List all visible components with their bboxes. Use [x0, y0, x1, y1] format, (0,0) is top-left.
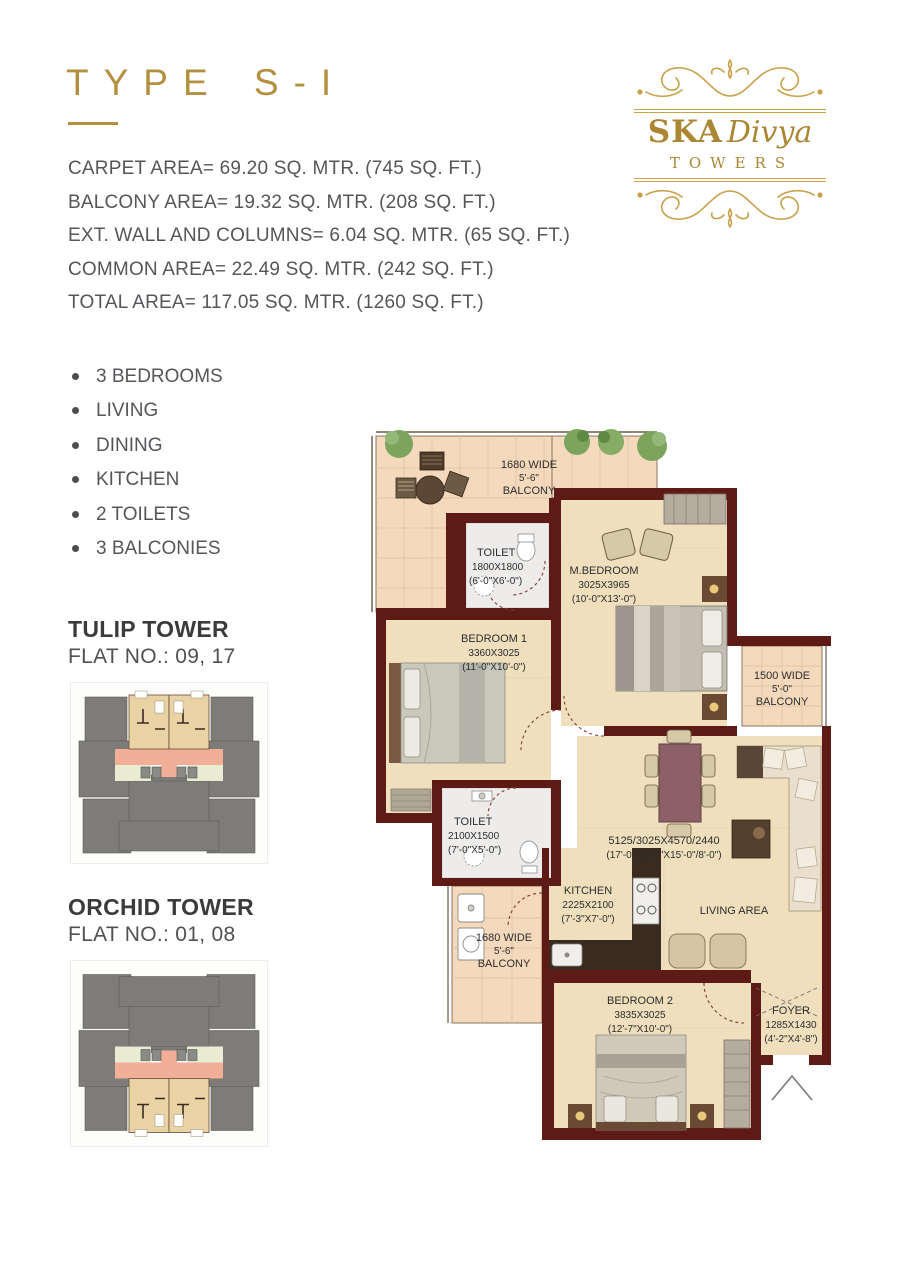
svg-text:(12'-7"X10'-0"): (12'-7"X10'-0") — [607, 1024, 673, 1035]
label-bedroom-1: BEDROOM 1 — [460, 633, 528, 645]
label-balcony-right: 1500 WIDE — [753, 670, 811, 682]
dresser — [391, 789, 431, 811]
logo-brand-bold: SKA — [647, 114, 723, 150]
tulip-tower-flats: FLAT NO.: 09, 17 — [68, 645, 236, 668]
area-spec-extwall: EXT. WALL AND COLUMNS= 6.04 SQ. MTR. (65 SQ. FT.) — [68, 225, 570, 246]
wardrobe — [664, 494, 726, 524]
label-kitchen: KITCHEN — [563, 885, 613, 897]
logo-flourish-top-icon — [628, 50, 832, 102]
tulip-tower-heading: TULIP TOWER — [68, 616, 229, 642]
orchid-tower-heading: ORCHID TOWER — [68, 894, 254, 920]
svg-text:5'-6": 5'-6" — [494, 946, 514, 957]
svg-text:5'-6": 5'-6" — [519, 473, 539, 484]
svg-text:3835X3025: 3835X3025 — [614, 1010, 666, 1021]
area-spec-balcony: BALCONY AREA= 19.32 SQ. MTR. (208 SQ. FT.) — [68, 191, 496, 213]
svg-text:BALCONY: BALCONY — [755, 696, 809, 708]
bedroom1-bed — [389, 663, 505, 763]
svg-text:(7'-3"X7'-0"): (7'-3"X7'-0") — [561, 914, 615, 925]
label-balcony-top: 1680 WIDE — [500, 459, 558, 471]
svg-text:(10'-0"X13'-0"): (10'-0"X13'-0") — [571, 594, 637, 605]
svg-text:1285X1430: 1285X1430 — [765, 1020, 817, 1031]
master-bed — [616, 606, 727, 691]
orchid-tower-flats: FLAT NO.: 01, 08 — [68, 923, 236, 946]
bedroom2-bed — [596, 1035, 686, 1130]
svg-text:BALCONY: BALCONY — [477, 958, 531, 970]
svg-text:2225X2100: 2225X2100 — [562, 900, 614, 911]
feature-toilets: 2 TOILETS — [68, 498, 223, 532]
side-table — [732, 820, 770, 858]
logo-rule — [634, 181, 826, 182]
label-toilet-1: TOILET — [477, 547, 516, 559]
svg-text:5'-0": 5'-0" — [772, 684, 792, 695]
logo-rule — [634, 178, 826, 179]
svg-text:3360X3025: 3360X3025 — [468, 648, 520, 659]
entry-arrow-icon — [772, 1076, 812, 1100]
label-master-bedroom: M.BEDROOM — [569, 565, 639, 577]
logo-brand-sub: TOWERS — [669, 154, 795, 172]
svg-text:(11'-0"X10'-0"): (11'-0"X10'-0") — [462, 662, 526, 673]
label-balcony-mid: 1680 WIDE — [475, 932, 533, 944]
label-toilet-2: TOILET — [454, 816, 493, 828]
tulip-keyplan-thumbnail — [70, 682, 268, 864]
logo-brand-script: Divya — [726, 115, 813, 150]
svg-text:(4'-2"X4'-8"): (4'-2"X4'-8") — [764, 1034, 818, 1045]
feature-bedrooms: 3 BEDROOMS — [68, 360, 223, 394]
feature-kitchen: KITCHEN — [68, 463, 223, 497]
feature-list — [68, 360, 223, 566]
label-living-dims: 5125/3025X4570/2440 — [608, 835, 720, 847]
label-living-area: LIVING AREA — [699, 905, 769, 917]
logo-rule — [634, 109, 826, 110]
label-foyer: FOYER — [772, 1005, 810, 1017]
brand-logo — [628, 50, 832, 243]
title-underline — [68, 122, 118, 125]
feature-living: LIVING — [68, 394, 223, 428]
svg-text:(6'-0"X6'-0"): (6'-0"X6'-0") — [469, 576, 523, 587]
svg-text:(17'-0"/10'-0"X15'-0"/8'-0"): (17'-0"/10'-0"X15'-0"/8'-0") — [606, 850, 722, 861]
feature-dining: DINING — [68, 429, 223, 463]
logo-rule — [634, 112, 826, 113]
svg-text:1800X1800: 1800X1800 — [472, 562, 524, 573]
orchid-keyplan-thumbnail — [70, 960, 268, 1147]
area-spec-list — [68, 152, 570, 320]
svg-text:3025X3965: 3025X3965 — [578, 580, 630, 591]
svg-text:(7'-0"X5'-0"): (7'-0"X5'-0") — [448, 845, 502, 856]
label-bedroom-2: BEDROOM 2 — [606, 995, 674, 1007]
feature-balconies: 3 BALCONIES — [68, 532, 223, 566]
svg-text:2100X1500: 2100X1500 — [448, 831, 500, 842]
area-spec-carpet: CARPET AREA= 69.20 SQ. MTR. (745 SQ. FT.) — [68, 158, 482, 179]
svg-text:BALCONY: BALCONY — [502, 485, 556, 497]
page-title: TYPE S-I — [66, 62, 347, 103]
area-spec-total: TOTAL AREA= 117.05 SQ. MTR. (1260 SQ. FT.) — [68, 292, 484, 313]
floorplan — [364, 428, 864, 1163]
logo-flourish-bottom-icon — [628, 184, 832, 238]
wardrobe — [724, 1040, 750, 1128]
area-spec-common: COMMON AREA= 22.49 SQ. MTR. (242 SQ. FT.) — [68, 258, 494, 280]
